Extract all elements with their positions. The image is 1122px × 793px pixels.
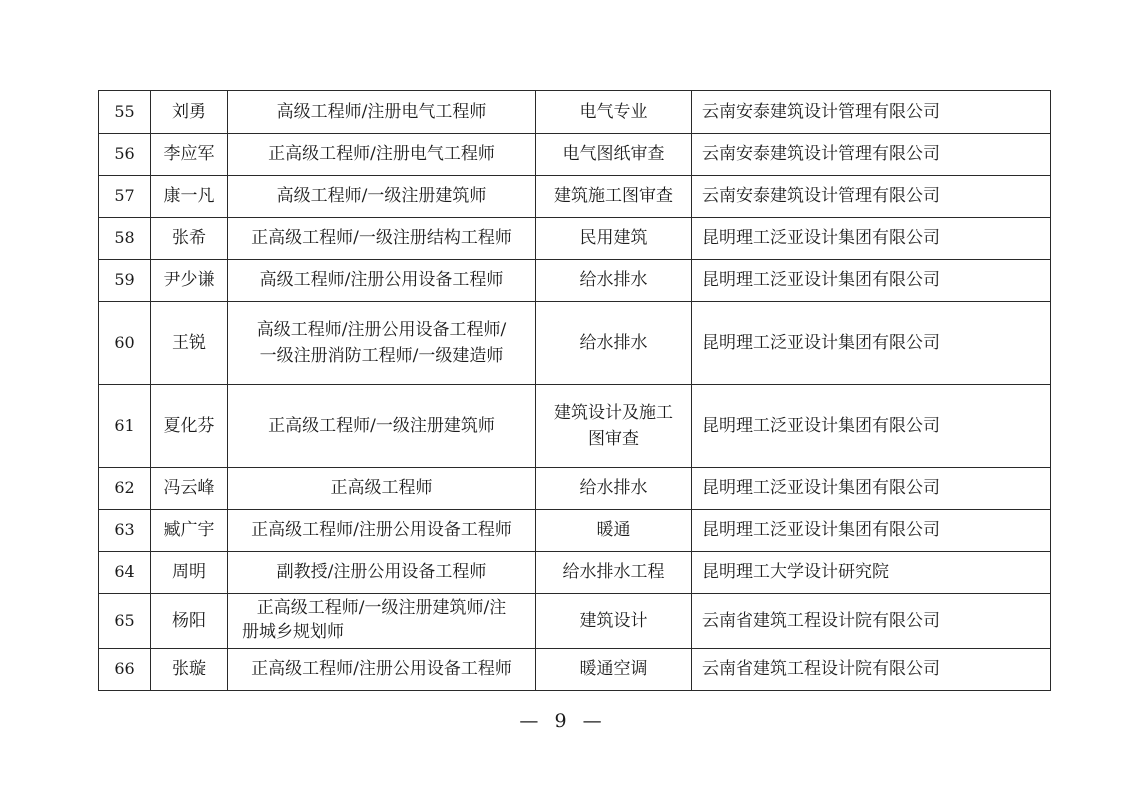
expert-specialty: 给水排水	[536, 302, 692, 385]
expert-specialty: 电气图纸审查	[536, 134, 692, 176]
expert-title: 正高级工程师/一级注册建筑师	[228, 385, 536, 468]
expert-specialty-line: 图审查	[588, 429, 639, 449]
row-number: 66	[99, 649, 151, 691]
expert-company: 昆明理工泛亚设计集团有限公司	[692, 260, 1051, 302]
table-row	[99, 468, 1051, 510]
expert-company: 昆明理工泛亚设计集团有限公司	[692, 510, 1051, 552]
expert-name: 康一凡	[151, 176, 228, 218]
expert-title	[228, 594, 536, 649]
expert-title: 正高级工程师/注册电气工程师	[228, 134, 536, 176]
expert-title-line: 册城乡规划师	[242, 622, 344, 642]
expert-title: 副教授/注册公用设备工程师	[228, 552, 536, 594]
expert-name: 冯云峰	[151, 468, 228, 510]
expert-specialty	[536, 385, 692, 468]
expert-title: 正高级工程师/注册公用设备工程师	[228, 510, 536, 552]
row-number: 59	[99, 260, 151, 302]
expert-company: 昆明理工泛亚设计集团有限公司	[692, 385, 1051, 468]
expert-title: 高级工程师/一级注册建筑师	[228, 176, 536, 218]
footer-dash-left: —	[519, 710, 540, 732]
table-row	[99, 260, 1051, 302]
expert-specialty: 给水排水	[536, 260, 692, 302]
expert-name: 周明	[151, 552, 228, 594]
expert-name: 张璇	[151, 649, 228, 691]
expert-title: 高级工程师/注册公用设备工程师	[228, 260, 536, 302]
expert-company: 昆明理工泛亚设计集团有限公司	[692, 468, 1051, 510]
expert-company: 昆明理工大学设计研究院	[692, 552, 1051, 594]
row-number: 56	[99, 134, 151, 176]
row-number: 63	[99, 510, 151, 552]
expert-name: 臧广宇	[151, 510, 228, 552]
table-row	[99, 302, 1051, 385]
page-footer	[0, 710, 1122, 732]
row-number: 60	[99, 302, 151, 385]
expert-title: 正高级工程师/一级注册结构工程师	[228, 218, 536, 260]
expert-name: 夏化芬	[151, 385, 228, 468]
expert-company: 云南省建筑工程设计院有限公司	[692, 594, 1051, 649]
table-row	[99, 385, 1051, 468]
expert-company: 云南安泰建筑设计管理有限公司	[692, 176, 1051, 218]
expert-title-line: 高级工程师/注册公用设备工程师/	[256, 319, 507, 340]
expert-title: 正高级工程师	[228, 468, 536, 510]
expert-title: 正高级工程师/注册公用设备工程师	[228, 649, 536, 691]
expert-title-line: 一级注册消防工程师/一级建造师	[259, 346, 504, 366]
table-row	[99, 176, 1051, 218]
expert-specialty: 建筑施工图审查	[536, 176, 692, 218]
page-number: 9	[554, 710, 568, 732]
table-row	[99, 649, 1051, 691]
expert-name: 张希	[151, 218, 228, 260]
expert-company: 云南省建筑工程设计院有限公司	[692, 649, 1051, 691]
expert-specialty: 暖通	[536, 510, 692, 552]
table-row	[99, 134, 1051, 176]
row-number: 65	[99, 594, 151, 649]
expert-name: 刘勇	[151, 91, 228, 134]
expert-specialty: 民用建筑	[536, 218, 692, 260]
expert-company: 昆明理工泛亚设计集团有限公司	[692, 302, 1051, 385]
table-row	[99, 594, 1051, 649]
expert-name: 王锐	[151, 302, 228, 385]
expert-title-line: 正高级工程师/一级注册建筑师/注	[256, 598, 507, 619]
expert-roster-table	[98, 90, 1051, 691]
row-number: 62	[99, 468, 151, 510]
expert-company: 昆明理工泛亚设计集团有限公司	[692, 218, 1051, 260]
row-number: 57	[99, 176, 151, 218]
expert-specialty: 给水排水	[536, 468, 692, 510]
expert-specialty: 建筑设计	[536, 594, 692, 649]
expert-title	[228, 302, 536, 385]
expert-company: 云南安泰建筑设计管理有限公司	[692, 91, 1051, 134]
table-row	[99, 510, 1051, 552]
row-number: 58	[99, 218, 151, 260]
row-number: 55	[99, 91, 151, 134]
expert-specialty: 给水排水工程	[536, 552, 692, 594]
row-number: 64	[99, 552, 151, 594]
expert-company: 云南安泰建筑设计管理有限公司	[692, 134, 1051, 176]
table-row	[99, 552, 1051, 594]
footer-dash-right: —	[582, 710, 603, 732]
expert-specialty: 电气专业	[536, 91, 692, 134]
row-number: 61	[99, 385, 151, 468]
table-row	[99, 218, 1051, 260]
expert-specialty: 暖通空调	[536, 649, 692, 691]
expert-title: 高级工程师/注册电气工程师	[228, 91, 536, 134]
table-row	[99, 91, 1051, 134]
expert-name: 李应军	[151, 134, 228, 176]
expert-name: 杨阳	[151, 594, 228, 649]
expert-specialty-line: 建筑设计及施工	[554, 402, 673, 423]
expert-name: 尹少谦	[151, 260, 228, 302]
